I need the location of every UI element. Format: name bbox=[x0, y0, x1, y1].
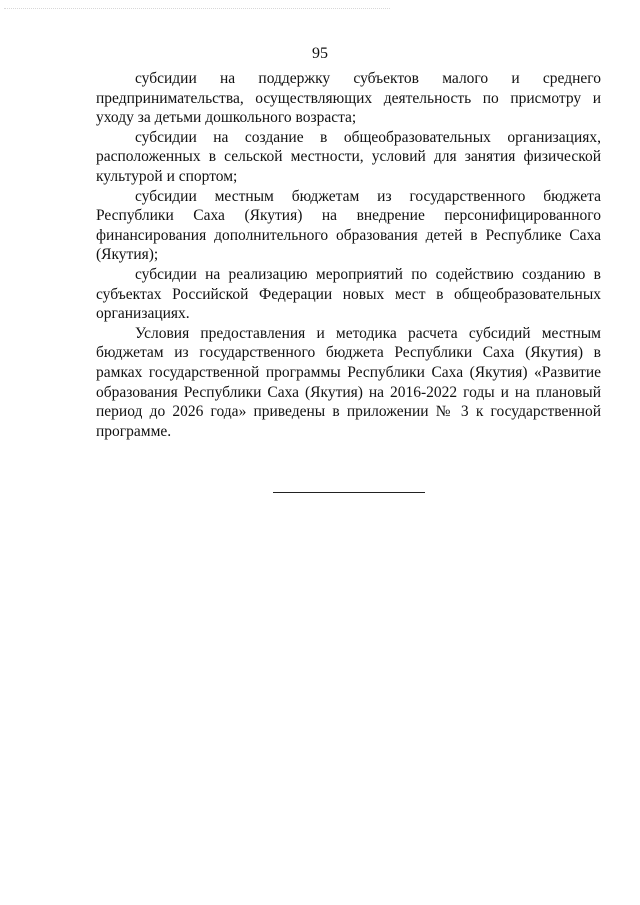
paragraph-subsidy-conditions: Условия предоставления и методика расчета субсидий местным бюджетам из государственного бюджета Республики Саха (Якутия) в рамках государственной программы Республики Саха (Якутия) «Развитие образования Республики Саха (Якутия) на 2016-2022 годы и на плановый период до 2026 года» приведены в приложении № 3 к государственной программе. bbox=[96, 324, 601, 440]
end-of-section-rule bbox=[273, 492, 425, 493]
paragraph-subsidy-personalized-funding: субсидии местным бюджетам из государственного бюджета Республики Саха (Якутия) на внедрение персонифицированного финансирования дополнительного образования детей в Республике Саха (Якутия); bbox=[96, 187, 601, 264]
body-text bbox=[96, 69, 601, 441]
paragraph-subsidy-preschool-care: субсидии на поддержку субъектов малого и среднего предпринимательства, осуществляющих деятельность по присмотру и уходу за детьми дошкольного возраста; bbox=[96, 70, 601, 127]
paragraph-subsidy-rural-sports: субсидии на создание в общеобразовательных организациях, расположенных в сельской местности, условий для занятия физической культурой и спортом; bbox=[96, 128, 601, 185]
page-number: 95 bbox=[312, 45, 328, 62]
scan-header-artifact bbox=[4, 8, 390, 9]
paragraph-subsidy-new-school-places: субсидии на реализацию мероприятий по содействию созданию в субъектах Российской Федерации новых мест в общеобразовательных организациях. bbox=[96, 265, 601, 323]
